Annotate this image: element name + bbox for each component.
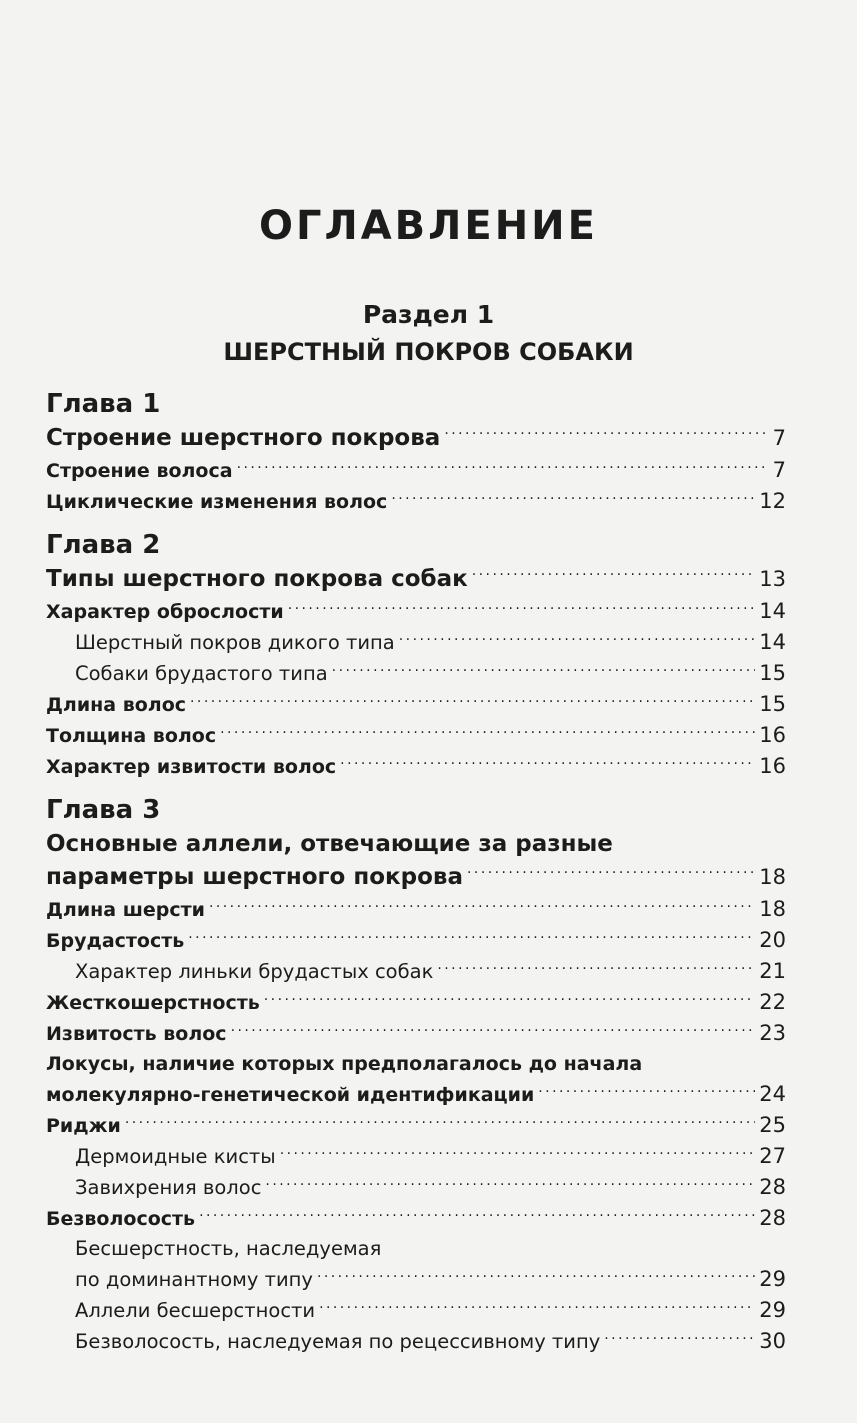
toc-entry-title-line1: Локусы, наличие которых предполагалось до начала [46,1053,643,1075]
toc-entry-page: 25 [759,1113,786,1137]
chapter-label: Глава 1 [46,389,161,419]
toc-entry-page: 14 [759,630,786,654]
toc-entry-page: 22 [759,990,786,1014]
page-title: ОГЛАВЛЕНИЕ [259,203,598,249]
toc-entry-page: 16 [759,754,786,778]
toc-entry-page: 18 [759,897,786,921]
chapter-label: Глава 3 [46,795,161,825]
leader-dots [209,897,755,916]
toc-entry-title: Шерстный покров дикого типа [75,631,395,654]
toc-entry-title: Типы шерстного покрова собак [46,566,468,592]
toc-entry[interactable] [46,1141,786,1172]
toc-entry[interactable] [46,1172,786,1203]
toc-entry-title: Извитость волос [46,1023,227,1045]
leader-dots [538,1082,755,1101]
leader-dots [399,630,756,650]
toc-entry-page: 12 [759,489,786,513]
toc-entry-title: Завихрения волос [75,1176,262,1199]
leader-dots [319,1298,755,1318]
toc-entry[interactable] [46,720,786,751]
toc-entry-title-line1: Бесшерстность, наследуемая [75,1237,382,1260]
toc-entry-title-line1: Основные аллели, отвечающие за разные [46,831,613,857]
toc-entry[interactable] [46,689,786,720]
toc-entry-page: 28 [759,1175,786,1199]
leader-dots [264,990,755,1009]
toc-entry-page: 30 [759,1329,786,1353]
toc-entry-title: Характер линьки брудастых собак [75,960,434,983]
leader-dots [332,661,756,681]
toc-entry[interactable] [46,1203,786,1234]
toc-entry-page: 21 [759,959,786,983]
toc-entry-page: 18 [759,865,786,889]
toc-entry-title: Дермоидные кисты [75,1145,276,1168]
toc-entry-title: Собаки брудастого типа [75,662,328,685]
toc-entry[interactable] [46,1079,786,1110]
toc-entry[interactable] [46,596,786,627]
leader-dots [199,1206,755,1225]
toc-entry-title: Риджи [46,1115,121,1137]
toc-entry[interactable] [46,925,786,956]
leader-dots [472,563,756,586]
toc-entry-title: Аллели бесшерстности [75,1299,316,1322]
toc-entry[interactable] [46,894,786,925]
toc-entry-title: Характер оброслости [46,601,284,623]
section-number: Раздел 1 [362,300,495,329]
leader-dots [190,692,755,711]
leader-dots [340,754,755,773]
toc-entry[interactable] [46,987,786,1018]
toc-entry[interactable] [46,422,786,455]
toc-entry[interactable] [46,627,786,658]
toc-entry-title: Циклические изменения волос [46,491,388,513]
toc-entry-title: Жесткошерстность [46,992,260,1014]
toc-entry[interactable] [46,486,786,517]
leader-dots [317,1267,755,1287]
toc-entry-page: 29 [759,1298,786,1322]
toc-entry[interactable] [46,455,786,486]
toc-entry-page: 29 [759,1267,786,1291]
toc-entry-page: 7 [772,426,786,450]
leader-dots [220,723,755,742]
toc-entry[interactable] [46,1295,786,1326]
toc-entry[interactable] [46,1326,786,1357]
toc-entry-title: параметры шерстного покрова [46,864,464,890]
toc-entry-page: 7 [772,458,786,482]
toc-entry[interactable] [46,751,786,782]
toc-entry-title: Безволосость [46,1208,196,1230]
toc-entry-page: 15 [759,661,786,685]
leader-dots [288,599,756,618]
toc-entry-title: Строение шерстного покрова [46,425,441,451]
leader-dots [188,928,755,947]
toc-entry-title: Толщина волос [46,725,217,747]
toc-entry-title: Характер извитости волос [46,756,337,778]
toc-entry-title: Длина волос [46,694,187,716]
leader-dots [231,1021,756,1040]
leader-dots [265,1175,755,1195]
leader-dots [237,458,769,477]
toc-entry[interactable] [46,658,786,689]
table-of-contents [46,386,786,1357]
toc-entry-title: Брудастость [46,930,185,952]
toc-entry-page: 20 [759,928,786,952]
toc-entry-title: Строение волоса [46,460,233,482]
leader-dots [125,1113,755,1132]
leader-dots [437,959,755,979]
section-title: ШЕРСТНЫЙ ПОКРОВ СОБАКИ [223,338,634,366]
toc-entry[interactable] [46,1264,786,1295]
toc-entry-page: 15 [759,692,786,716]
toc-entry-page: 14 [759,599,786,623]
toc-entry-page: 23 [759,1021,786,1045]
leader-dots [280,1144,756,1164]
toc-entry-title: Длина шерсти [46,899,205,921]
toc-entry-page: 27 [759,1144,786,1168]
toc-entry-page: 16 [759,723,786,747]
toc-entry-title: по доминантному типу [75,1268,313,1291]
leader-dots [467,861,755,884]
toc-entry-page: 13 [759,567,786,591]
toc-entry-page: 24 [759,1082,786,1106]
toc-entry[interactable] [46,1018,786,1049]
leader-dots [604,1329,755,1349]
toc-entry-title: Безволосость, наследуемая по рецессивному типу [75,1330,601,1353]
toc-entry[interactable] [46,1110,786,1141]
toc-entry[interactable] [46,563,786,596]
toc-entry-page: 28 [759,1206,786,1230]
toc-entry-title: молекулярно-генетической идентификации [46,1084,535,1106]
leader-dots [391,489,755,508]
leader-dots [444,422,768,445]
chapter-label: Глава 2 [46,530,161,560]
toc-entry[interactable] [46,861,786,894]
toc-entry[interactable] [46,956,786,987]
